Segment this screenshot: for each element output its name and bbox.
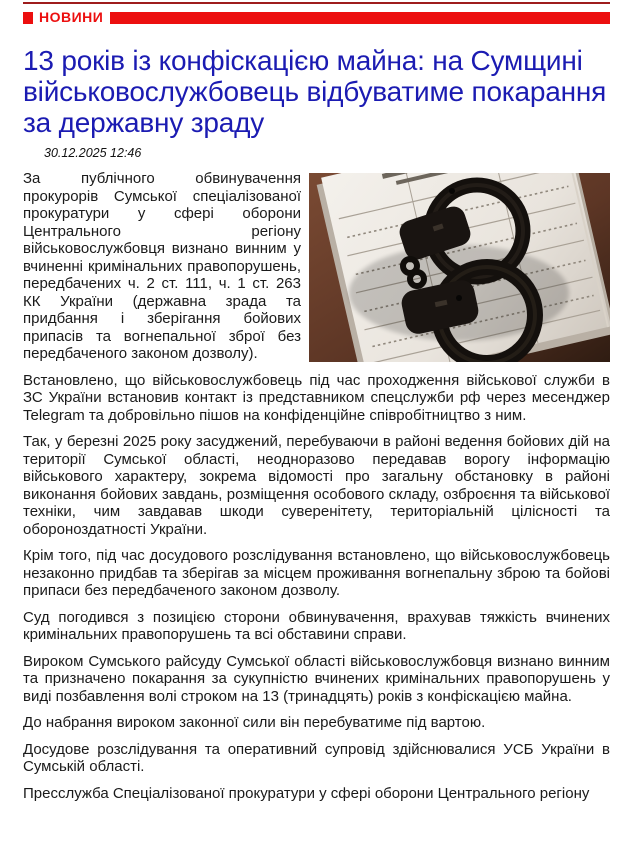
red-bar-divider: [110, 12, 610, 24]
section-label[interactable]: НОВИНИ: [39, 9, 104, 25]
article-paragraph: За публічного обвинувачення прокурорів Сумської спеціалізованої прокуратури у сфері оборони Центрального регіону військовослужбовця визнано винним у вчиненні кримінальних правопорушень, передбачених ч. 2 ст. 111, ч. 1 ст. 263 КК України (державна зрада та придбання і зберігання бойових припасів та вогнепальної зброї без передбаченого законом дозволу).: [23, 170, 301, 362]
article-paragraph: Суд погодився з позицією сторони обвинувачення, врахував тяжкість вчинених кримінальних правопорушень та всі обставини справи.: [23, 608, 610, 643]
article-paragraph: Встановлено, що військовослужбовець під час проходження військової служби в ЗС України встановив контакт із представником спецслужби рф через месенджер Telegram та добровільно пішов на конфіденційне співробітництво з ним.: [23, 371, 610, 424]
red-square-icon: [23, 12, 33, 24]
article-paragraph-source: Пресслужба Спеціалізованої прокуратури у сфері оборони Центрального регіону: [23, 784, 590, 802]
article-paragraph: Досудове розслідування та оперативний супровід здійснювалися УСБ України в Сумській області.: [23, 740, 610, 775]
article-paragraph: До набрання вироком законної сили він перебуватиме під вартою.: [23, 714, 486, 731]
article-paragraph: Вироком Сумського райсуду Сумської області військовослужбовця визнано винним та призначено покарання за сукупністю вчинених кримінальних правопорушень у виді позбавлення волі строком на 13 (тринадцять) років з конфіскацією майна.: [23, 652, 610, 705]
article-photo-handcuffs: [309, 173, 610, 362]
top-divider-line: [23, 2, 610, 4]
article-paragraph: Крім того, під час досудового розслідування встановлено, що військовослужбовець незаконно придбав та зберігав за місцем проживання вогнепальну зброю та бойові припаси без передбаченого законом дозволу.: [23, 547, 610, 599]
article-title: 13 років із конфіскацією майна: на Сумщині військовослужбовець відбуватиме покарання за державну зраду: [23, 45, 607, 138]
article-date: 30.12.2025 12:46: [44, 146, 142, 160]
article-body: [23, 170, 610, 802]
handcuffs-photo-illustration: [309, 173, 610, 362]
section-header: [23, 11, 610, 24]
article-paragraph: Так, у березні 2025 року засуджений, перебуваючи в районі ведення бойових дій на території Сумської області, неодноразово передавав ворогу інформацію військового характеру, зокрема відомості про загальну обстановку в районі виконання бойових завдань, розміщення особового складу, озброєння та військової техніки, чим завдавав шкоди суверенітету, територіальній цілісності та обороноздатності України.: [23, 433, 610, 538]
